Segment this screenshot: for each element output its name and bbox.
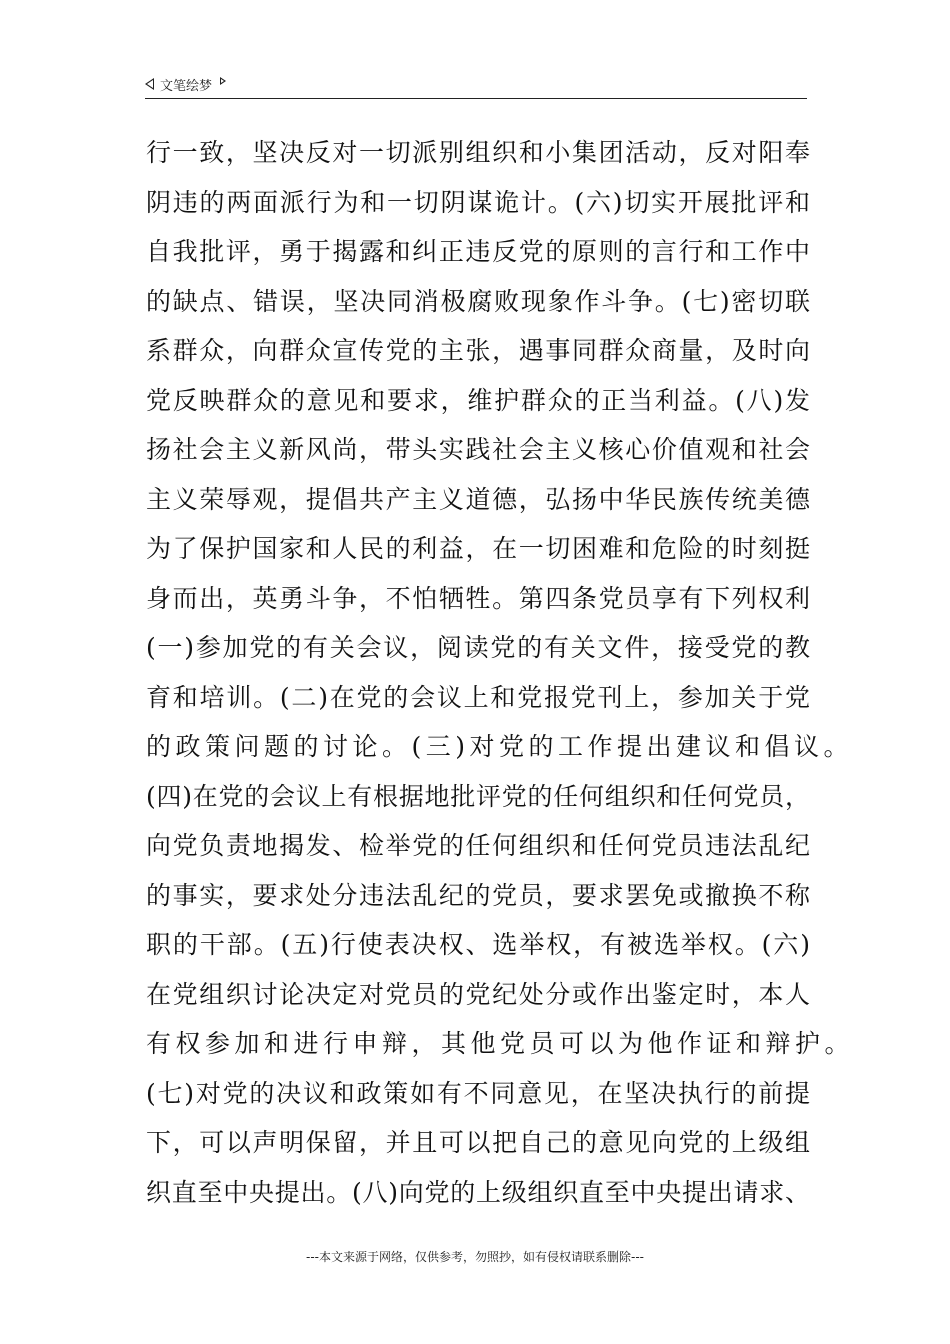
body-line: 身而出，英勇斗争，不怕牺牲。第四条党员享有下列权利 (146, 583, 810, 613)
body-line: 阴违的两面派行为和一切阴谋诡计。(六)切实开展批评和 (146, 187, 810, 217)
body-line: 的缺点、错误，坚决同消极腐败现象作斗争。(七)密切联 (146, 286, 810, 316)
body-line: (四)在党的会议上有根据地批评党的任何组织和任何党员， (146, 781, 810, 811)
body-line: 在党组织讨论决定对党员的党纪处分或作出鉴定时，本人 (146, 979, 810, 1009)
body-line: 织直至中央提出。(八)向党的上级组织直至中央提出请求、 (146, 1177, 810, 1207)
body-line: 的事实，要求处分违法乱纪的党员，要求罢免或撤换不称 (146, 880, 810, 910)
body-line: 扬社会主义新风尚，带头实践社会主义核心价值观和社会 (146, 435, 810, 464)
body-line: 向党负责地揭发、检举党的任何组织和任何党员违法乱纪 (146, 831, 810, 860)
body-line: 育和培训。(二)在党的会议上和党报党刊上，参加关于党 (146, 682, 810, 712)
triangle-left-icon (145, 78, 154, 90)
body-line: 职的干部。(五)行使表决权、选举权，有被选举权。(六) (146, 930, 810, 959)
body-line: 的政策问题的讨论。(三)对党的工作提出建议和倡议。 (146, 732, 854, 761)
body-line: (七)对党的决议和政策如有不同意见，在坚决执行的前提 (146, 1078, 810, 1108)
body-line: 主义荣辱观，提倡共产主义道德，弘扬中华民族传统美德 (146, 484, 810, 514)
header-brand: 文笔绘梦 (160, 78, 213, 94)
footer-notice: ---本文来源于网络，仅供参考，勿照抄，如有侵权请联系删除--- (306, 1250, 644, 1264)
document-body (146, 128, 855, 1217)
body-line: 下，可以声明保留，并且可以把自己的意见向党的上级组 (146, 1128, 810, 1157)
page-header (145, 70, 807, 99)
body-line: 自我批评，勇于揭露和纠正违反党的原则的言行和工作中 (146, 237, 810, 266)
body-line: 党反映群众的意见和要求，维护群众的正当利益。(八)发 (146, 385, 810, 415)
body-line: 有权参加和进行申辩，其他党员可以为他作证和辩护。 (146, 1029, 855, 1058)
triangle-right-icon (220, 77, 226, 85)
body-line: 行一致，坚决反对一切派别组织和小集团活动，反对阳奉 (146, 138, 810, 167)
body-line: 系群众，向群众宣传党的主张，遇事同群众商量，及时向 (146, 336, 810, 365)
body-line: 为了保护国家和人民的利益，在一切困难和危险的时刻挺 (146, 534, 810, 563)
body-line: (一)参加党的有关会议，阅读党的有关文件，接受党的教 (146, 633, 810, 662)
